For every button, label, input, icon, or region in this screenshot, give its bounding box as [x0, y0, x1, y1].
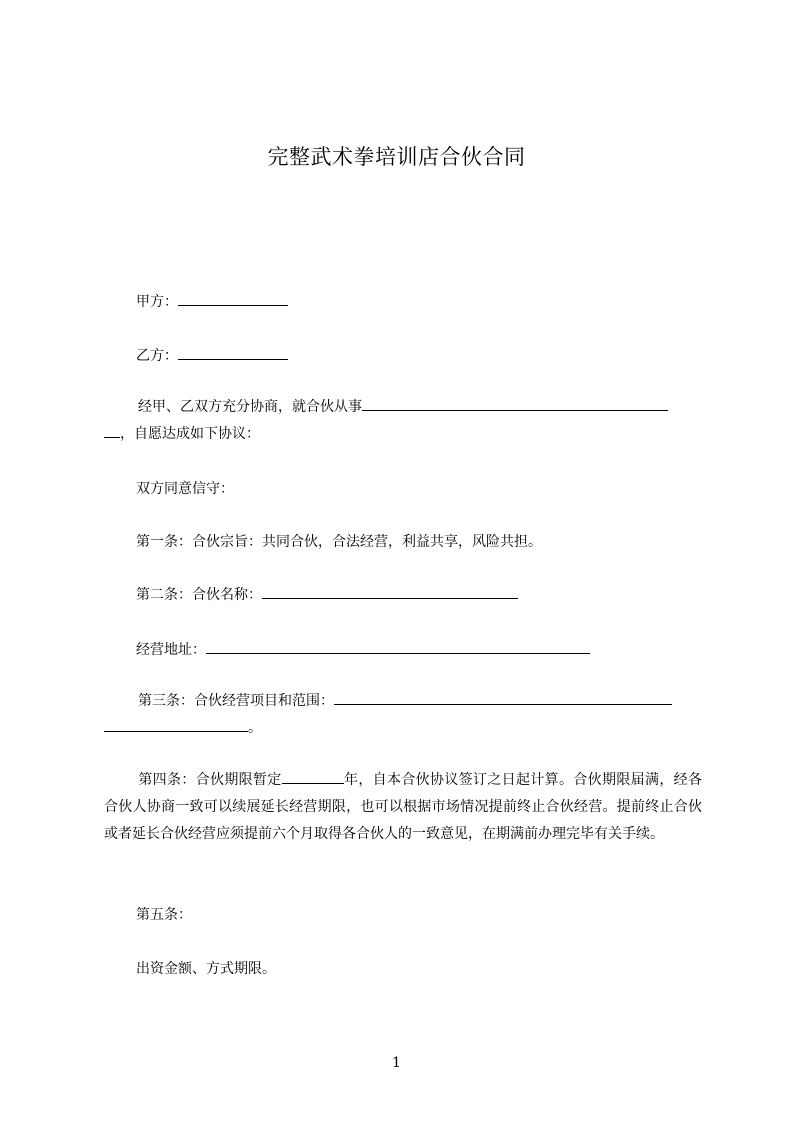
- party-b-blank: [178, 345, 288, 360]
- party-a-label: 甲方：: [136, 294, 178, 310]
- article-5: 第五条：: [136, 907, 192, 923]
- article-3-blank-2: [104, 717, 248, 732]
- article-4-blank: [282, 769, 344, 784]
- intro-paragraph: [104, 394, 702, 448]
- intro-blank-1: [362, 396, 668, 411]
- article-1: 第一条：合伙宗旨：共同合伙，合法经营，利益共享，风险共担。: [136, 534, 542, 550]
- document-title: 完整武术拳培训店合伙合同: [267, 145, 526, 169]
- party-a-line: [136, 291, 288, 312]
- party-b-line: [136, 345, 288, 366]
- address-blank: [206, 639, 590, 654]
- party-b-label: 乙方：: [136, 348, 178, 364]
- intro-text-a: 经甲、乙双方充分协商，就合伙从事: [138, 399, 362, 415]
- article-4-paragraph: [104, 767, 702, 848]
- article-2-blank: [262, 584, 518, 599]
- article-3-paragraph: [104, 688, 702, 742]
- capital-line: 出资金额、方式期限。: [136, 961, 276, 977]
- article-2-label: 第二条：合伙名称：: [136, 587, 262, 603]
- article-2-line: [136, 584, 518, 605]
- intro-blank-2: [104, 423, 120, 438]
- article-3-blank-1: [334, 690, 672, 705]
- address-line: [136, 639, 590, 660]
- article-4-text-b: 年，自本合伙协议签订之日起计算。合伙期限届满，经各合伙人协商一致可以续展延长经营期限，也可以根据市场情况提前终止合伙经营。提前终止合伙或者延长合伙经营应须提前六个月取得各合伙人的一致意见，在期满前办理完毕有关手续。: [104, 772, 703, 842]
- article-4-text-a: 第四条：合伙期限暂定: [138, 772, 282, 788]
- page-number: 1: [392, 1055, 401, 1071]
- address-label: 经营地址：: [136, 642, 206, 658]
- agree-line: 双方同意信守：: [136, 481, 234, 497]
- article-3-label: 第三条：合伙经营项目和范围：: [138, 693, 334, 709]
- party-a-blank: [178, 291, 288, 306]
- article-3-end: 。: [248, 720, 262, 736]
- intro-text-b: ，自愿达成如下协议：: [120, 426, 260, 442]
